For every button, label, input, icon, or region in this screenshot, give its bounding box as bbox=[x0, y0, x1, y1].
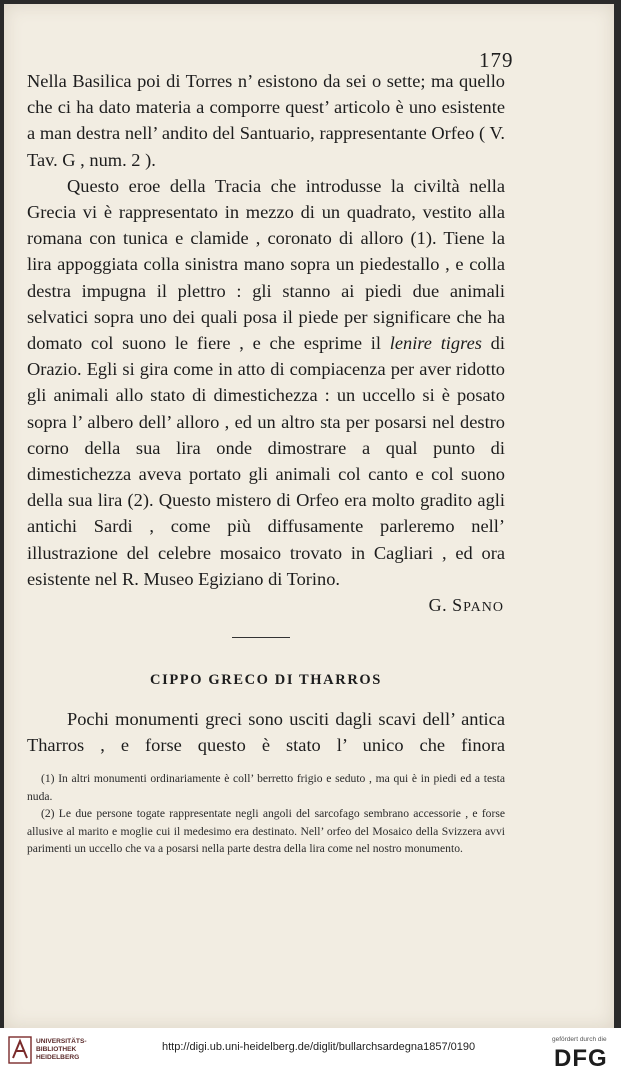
section-body bbox=[27, 706, 505, 758]
quoted-phrase: lenire tigres bbox=[389, 333, 482, 354]
section-paragraph: Pochi monumenti greci sono usciti dagli scavi dell’ antica Tharros , e forse questo è stato l’ unico che finora bbox=[27, 709, 505, 756]
funding-caption: gefördert durch die bbox=[552, 1036, 607, 1043]
page-number: 179 bbox=[479, 48, 514, 72]
signature-initial: G. bbox=[428, 595, 448, 616]
footnotes bbox=[27, 770, 505, 858]
paragraph-2-continued: di Orazio. Egli si gira come in atto di compiacenza per aver ridotto gli animali allo stato di dimestichezza : un uccello si è posato sopra l’ albero dell’ alloro , ed un altro sta per posarsi nel destro corno della sua lira onde dimostrare a qual punto di dimestichezza aveva portato gli animali col canto e col suono della sua lira (2). Questo mistero di Orfeo era molto gradito agli antichi Sardi , come più diffusamente parleremo nell’ illustrazione del celebre mosaico trovato in Cagliari , ed ora esistente nel R. Museo Egiziano di Torino. bbox=[27, 333, 505, 589]
institution-name bbox=[36, 1038, 87, 1062]
scanned-page bbox=[4, 4, 614, 1028]
signature-name-rest: PANO bbox=[463, 600, 504, 616]
footnote-2: (2) Le due persone togate rappresentate negli angoli del sarcofago sembrano accessorie , e forse allusive al marito e moglie cui il medesimo era destinato. Nell’ orfeo del Mosaico della Svizzera avvi parimenti un uccello che va a posarsi nella parte destra della lira come nel nostro monumento. bbox=[27, 807, 505, 856]
source-url-link[interactable]: http://digi.ub.uni-heidelberg.de/diglit/bullarchsardegna1857/0190 bbox=[162, 1041, 476, 1053]
author-signature bbox=[27, 592, 505, 621]
paragraph-1: Nella Basilica poi di Torres n’ esistono da sei o sette; ma quello che ci ha dato materia a comporre quest’ articolo è uno esistente a man destra nell’ andito del Santuario, rappresentante Orfeo ( V. Tav. G , num. 2 ). bbox=[27, 71, 505, 170]
institution-line-1: UNIVERSITÄTS- bbox=[36, 1038, 87, 1045]
dfg-logo: DFG bbox=[554, 1045, 608, 1072]
digitization-footer bbox=[0, 1028, 621, 1075]
paragraph-2-text: Questo eroe della Tracia che introdusse la civiltà nella Grecia vi è rappresentato in mezzo di un quadrato, vestito alla romana con tunica e clamide , coronato di alloro (1). Tiene la lira appoggiata colla sinistra mano sopra un piedestallo , e colla destra impugna il plettro : gli stanno ai piedi due animali selvatici sopra uno dei quali posa il piede per significare che ha domato col suono le fiere , e che esprime il bbox=[27, 175, 505, 354]
article-body bbox=[27, 68, 505, 621]
signature-name-first: S bbox=[452, 595, 464, 616]
paragraph-2 bbox=[27, 173, 505, 592]
institution-line-2: BIBLIOTHEK bbox=[36, 1046, 77, 1053]
university-library-logo-icon bbox=[8, 1036, 32, 1064]
institution-line-3: HEIDELBERG bbox=[36, 1054, 80, 1061]
footnote-1: (1) In altri monumenti ordinariamente è coll’ berretto frigio e seduto , ma qui è in piedi ed a testa nuda. bbox=[27, 772, 505, 803]
signature-name bbox=[452, 595, 504, 616]
section-title: CIPPO GRECO DI THARROS bbox=[150, 672, 382, 688]
section-divider bbox=[232, 637, 290, 638]
